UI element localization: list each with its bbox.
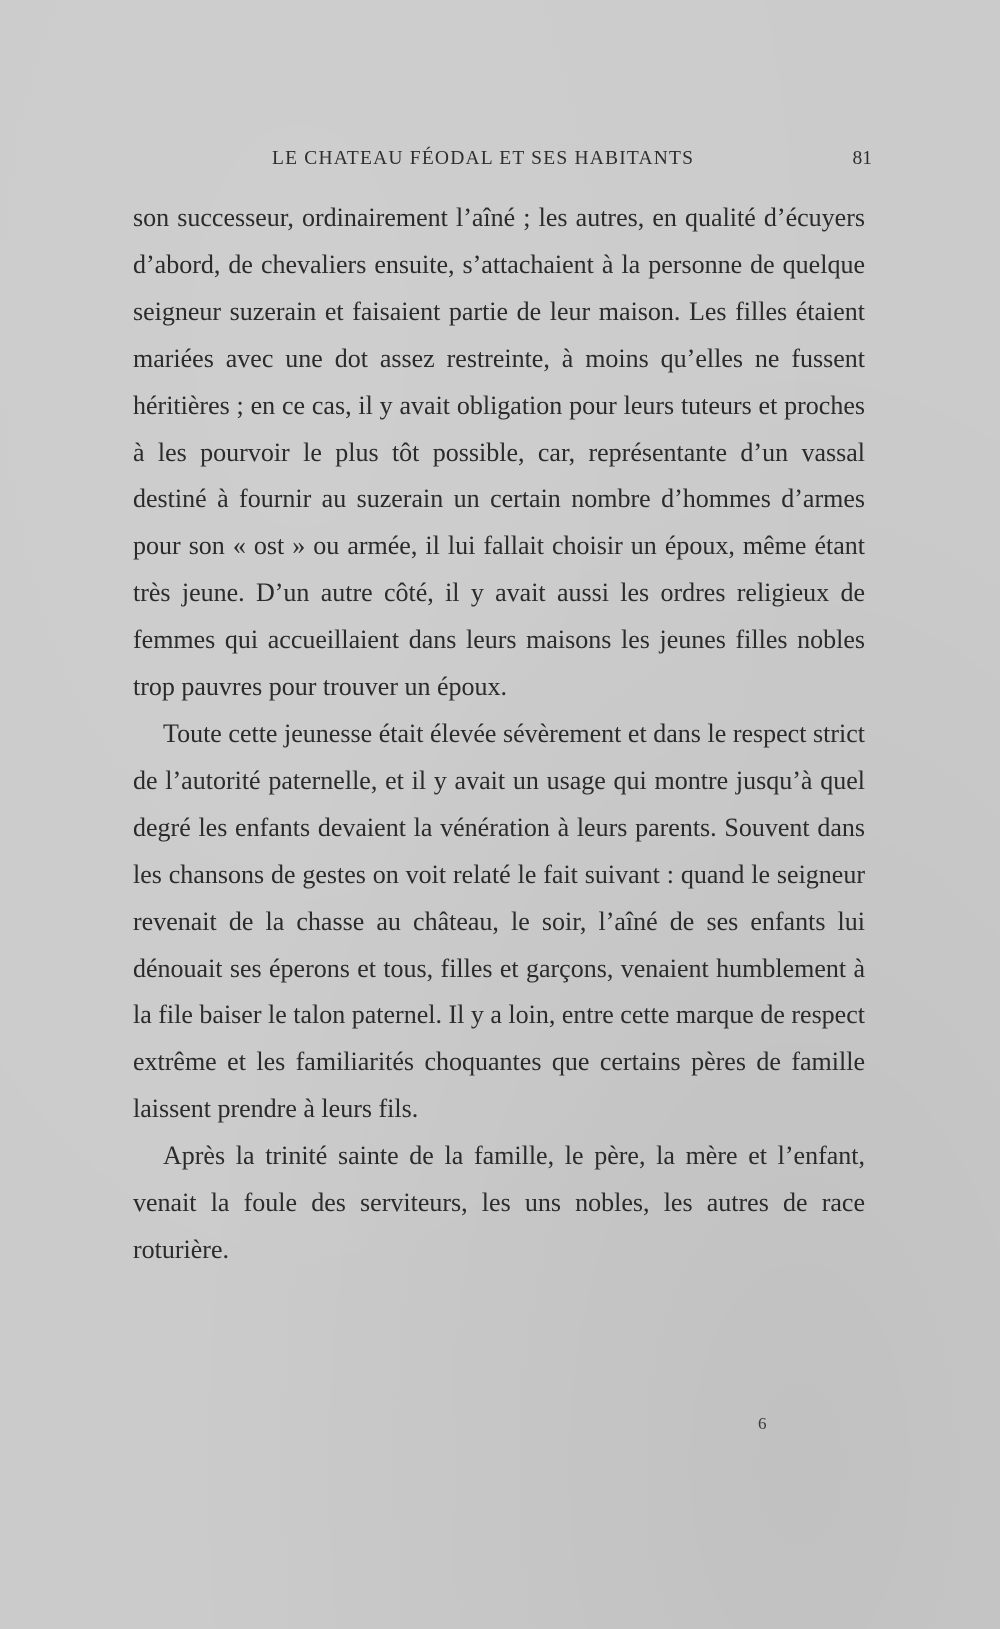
page-number: 81: [852, 148, 872, 169]
running-title: LE CHATEAU FÉODAL ET SES HABITANTS: [272, 148, 695, 169]
paragraph-1: son successeur, ordinairement l’aîné ; les autres, en qualité d’écuyers d’abord, de chevaliers ensuite, s’attachaient à la personne de quelque seigneur suzerain et faisaient partie de leur maison. Les filles étaient mariées avec une dot assez restreinte, à moins qu’elles ne fussent héritières ; en ce cas, il y avait obligation pour leurs tuteurs et proches à les pourvoir le plus tôt possible, car, représentante d’un vassal destiné à fournir au suzerain un certain nombre d’hommes d’armes pour son « ost » ou armée, il lui fallait choisir un époux, même étant très jeune. D’un autre côté, il y avait aussi les ordres religieux de femmes qui accueillaient dans leurs maisons les jeunes filles nobles trop pauvres pour trouver un époux.: [133, 203, 865, 702]
paragraph-2: Toute cette jeunesse était élevée sévèrement et dans le respect strict de l’autorité paternelle, et il y avait un usage qui montre jusqu’à quel degré les enfants devaient la vénération à leurs parents. Souvent dans les chansons de gestes on voit relaté le fait suivant : quand le seigneur revenait de la chasse au château, le soir, l’aîné de ses enfants lui dénouait ses éperons et tous, filles et garçons, venaient humblement à la file baiser le talon paternel. Il y a loin, entre cette marque de respect extrême et les familiarités choquantes que certains pères de famille laissent prendre à leurs fils.: [133, 718, 865, 1124]
running-header: [272, 148, 872, 178]
signature-mark: 6: [758, 1414, 767, 1433]
body-text: [133, 195, 865, 1274]
paragraph-3: Après la trinité sainte de la famille, le père, la mère et l’enfant, venait la foule des serviteurs, les uns nobles, les autres de race roturière.: [133, 1141, 865, 1264]
